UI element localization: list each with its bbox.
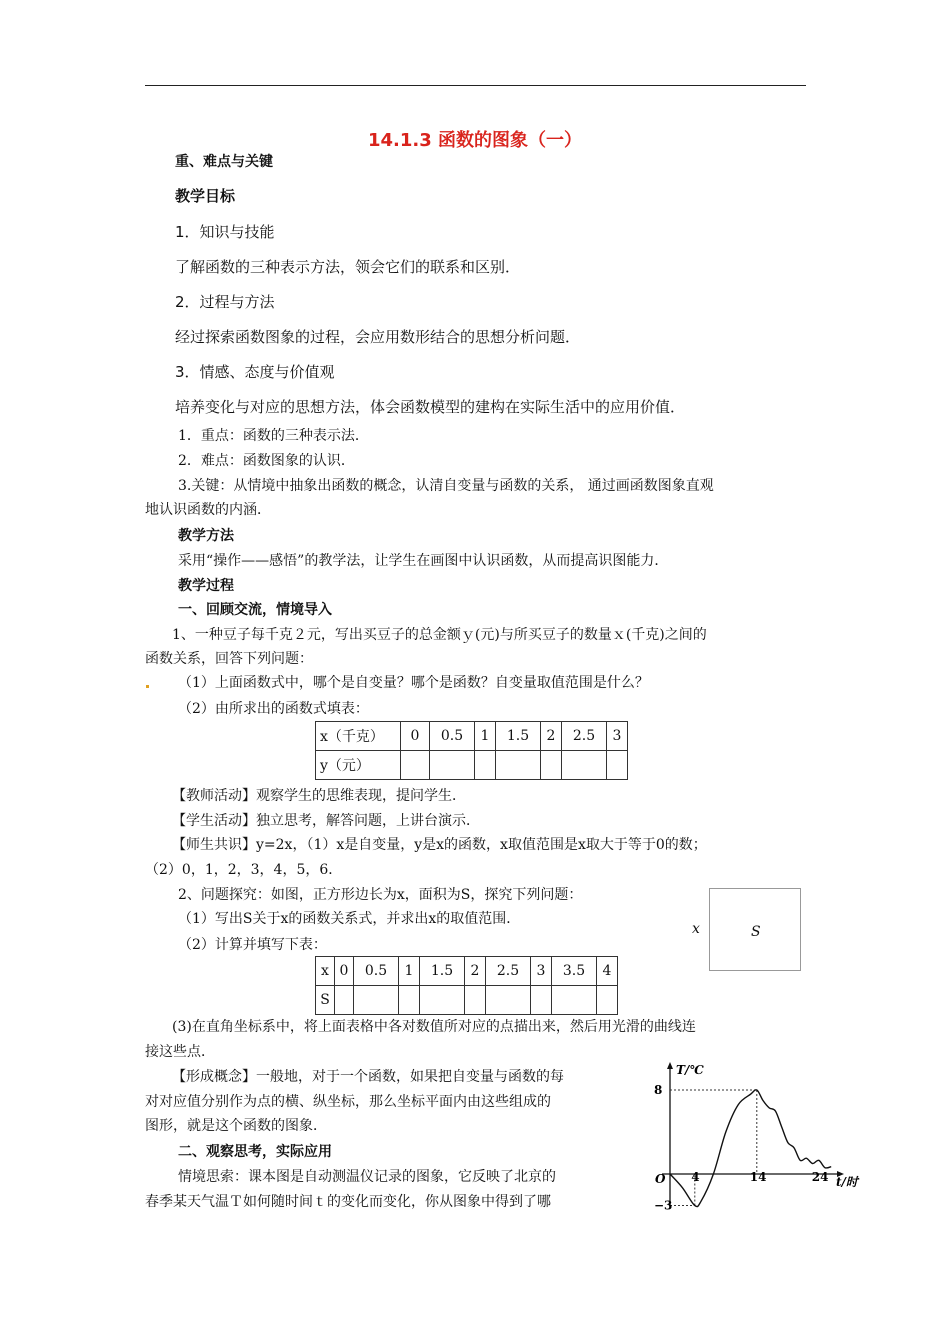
table-cell	[531, 986, 552, 1015]
table-cell	[475, 751, 496, 780]
student-activity: 【学生活动】独立思考，解答问题，上讲台演示．	[172, 813, 480, 829]
concept-line-2: 对对应值分别作为点的横、纵坐标，那么坐标平面内由这些组成的	[145, 1094, 551, 1110]
table-cell: 0	[335, 957, 354, 986]
key-point-1: 1．重点：函数的三种表示法．	[178, 428, 369, 444]
table-cell: 3	[607, 722, 628, 751]
table-row	[316, 986, 618, 1015]
goal-1-label: 1．知识与技能	[175, 223, 275, 241]
square-area-label: S	[751, 924, 761, 940]
table-cell: x	[316, 957, 335, 986]
focus-heading: 重、难点与关键	[175, 154, 273, 170]
key-point-2: 2．难点：函数图象的认识．	[178, 453, 355, 469]
method-text: 采用“操作——感悟”的教学法，让学生在画图中认识函数，从而提高识图能力．	[178, 553, 669, 569]
table-cell	[607, 751, 628, 780]
q2-line-1: 2、问题探究：如图，正方形边长为x，面积为S，探究下列问题：	[178, 887, 583, 903]
consensus-line-1: 【师生共识】y=2x，（1）x是自变量，y是x的函数，x取值范围是x取大于等于0的数；	[172, 837, 707, 853]
x-tick-label: 4	[691, 1170, 700, 1184]
table-cell: 0.5	[430, 722, 475, 751]
table-cell: S	[316, 986, 335, 1015]
scenario-line-2: 春季某天气温Ｔ如何随时间ｔ的变化而变化，你从图象中得到了哪	[145, 1194, 551, 1210]
x-tick-label: 14	[749, 1170, 767, 1184]
table-cell: 2	[541, 722, 562, 751]
table-cell	[420, 986, 465, 1015]
section-1-heading: 一、回顾交流，情境导入	[178, 602, 332, 618]
table-cell: 1.5	[420, 957, 465, 986]
y-tick-label: −3	[654, 1198, 673, 1210]
goal-3-text: 培养变化与对应的思想方法，体会函数模型的建构在实际生活中的应用价值．	[175, 398, 686, 416]
chart-tick-labels	[654, 1083, 829, 1210]
q1-line-1: 1、一种豆子每千克２元，写出买豆子的总金额ｙ(元)与所买豆子的数量ｘ(千克)之间的	[172, 627, 707, 643]
table-cell: 1	[399, 957, 420, 986]
q2-sub-1: （1）写出S关于x的函数关系式，并求出x的取值范围．	[178, 911, 521, 927]
q1-line-2: 函数关系，回答下列问题：	[145, 651, 313, 667]
q2-sub-3-line-2: 接这些点．	[145, 1044, 215, 1060]
table-cell: 2.5	[486, 957, 531, 986]
table-cell	[465, 986, 486, 1015]
table-cell	[562, 751, 607, 780]
origin-label: O	[655, 1172, 666, 1186]
page-title: 14.1.3 函数的图象（一）	[367, 130, 583, 151]
y-tick-label: 8	[654, 1083, 663, 1097]
table-cell	[552, 986, 597, 1015]
table-cell: 3.5	[552, 957, 597, 986]
consensus-line-2: （2）0，1，2，3，4，5，6．	[145, 862, 343, 878]
table-cell	[597, 986, 618, 1015]
marker-dot	[146, 685, 149, 688]
process-heading: 教学过程	[178, 578, 234, 594]
y-axis-arrow	[667, 1062, 673, 1069]
value-table-1	[315, 721, 628, 780]
chart-series	[670, 1090, 831, 1207]
table-cell: 2	[465, 957, 486, 986]
table-cell	[486, 986, 531, 1015]
table-cell: 0	[401, 722, 430, 751]
table-cell	[496, 751, 541, 780]
goal-2-label: 2．过程与方法	[175, 293, 275, 311]
table-cell	[354, 986, 399, 1015]
concept-line-1: 【形成概念】一般地，对于一个函数，如果把自变量与函数的每	[172, 1069, 564, 1085]
table-row	[316, 751, 628, 780]
concept-line-3: 图形，就是这个函数的图象．	[145, 1118, 327, 1134]
table-row	[316, 722, 628, 751]
temperature-chart	[640, 1060, 870, 1210]
table-cell	[401, 751, 430, 780]
header-rule	[145, 85, 806, 86]
chart-axes	[662, 1062, 844, 1206]
temperature-curve	[670, 1090, 831, 1207]
goals-heading: 教学目标	[175, 187, 236, 205]
table-cell: 2.5	[562, 722, 607, 751]
goal-1-text: 了解函数的三种表示方法，领会它们的联系和区别．	[175, 258, 521, 276]
section-2-heading: 二、观察思考，实际应用	[178, 1144, 332, 1160]
table-cell	[541, 751, 562, 780]
value-table-2	[315, 956, 618, 1015]
table-cell: x（千克）	[316, 722, 401, 751]
teacher-activity: 【教师活动】观察学生的思维表现，提问学生．	[172, 788, 466, 804]
q2-sub-3-line-1: (3)在直角坐标系中，将上面表格中各对数值所对应的点描出来，然后用光滑的曲线连	[172, 1019, 696, 1035]
method-heading: 教学方法	[178, 528, 234, 544]
y-axis-label: T/℃	[676, 1063, 704, 1077]
scenario-line-1: 情境思索：课本图是自动测温仪记录的图象，它反映了北京的	[178, 1169, 556, 1185]
x-tick-label: 24	[811, 1170, 829, 1184]
key-point-3-cont: 地认识函数的内涵．	[145, 502, 271, 518]
key-point-3: 3.关键：从情境中抽象出函数的概念，认清自变量与函数的关系， 通过画函数图象直观	[178, 478, 714, 494]
square-side-label: x	[692, 921, 700, 937]
table-cell: 1.5	[496, 722, 541, 751]
goal-3-label: 3．情感、态度与价值观	[175, 363, 335, 381]
q2-sub-2: （2）计算并填写下表：	[178, 937, 327, 953]
table-cell	[430, 751, 475, 780]
table-cell: 1	[475, 722, 496, 751]
table-row	[316, 957, 618, 986]
goal-2-text: 经过探索函数图象的过程，会应用数形结合的思想分析问题．	[175, 328, 581, 346]
table-cell	[335, 986, 354, 1015]
q1-sub-2: （2）由所求出的函数式填表：	[178, 701, 369, 717]
table-cell: 0.5	[354, 957, 399, 986]
table-cell: 4	[597, 957, 618, 986]
q1-sub-1: （1）上面函数式中，哪个是自变量？哪个是函数？自变量取值范围是什么？	[178, 675, 649, 691]
x-axis-label: t/时	[836, 1175, 858, 1189]
table-cell	[399, 986, 420, 1015]
table-cell: 3	[531, 957, 552, 986]
table-cell: y（元）	[316, 751, 401, 780]
